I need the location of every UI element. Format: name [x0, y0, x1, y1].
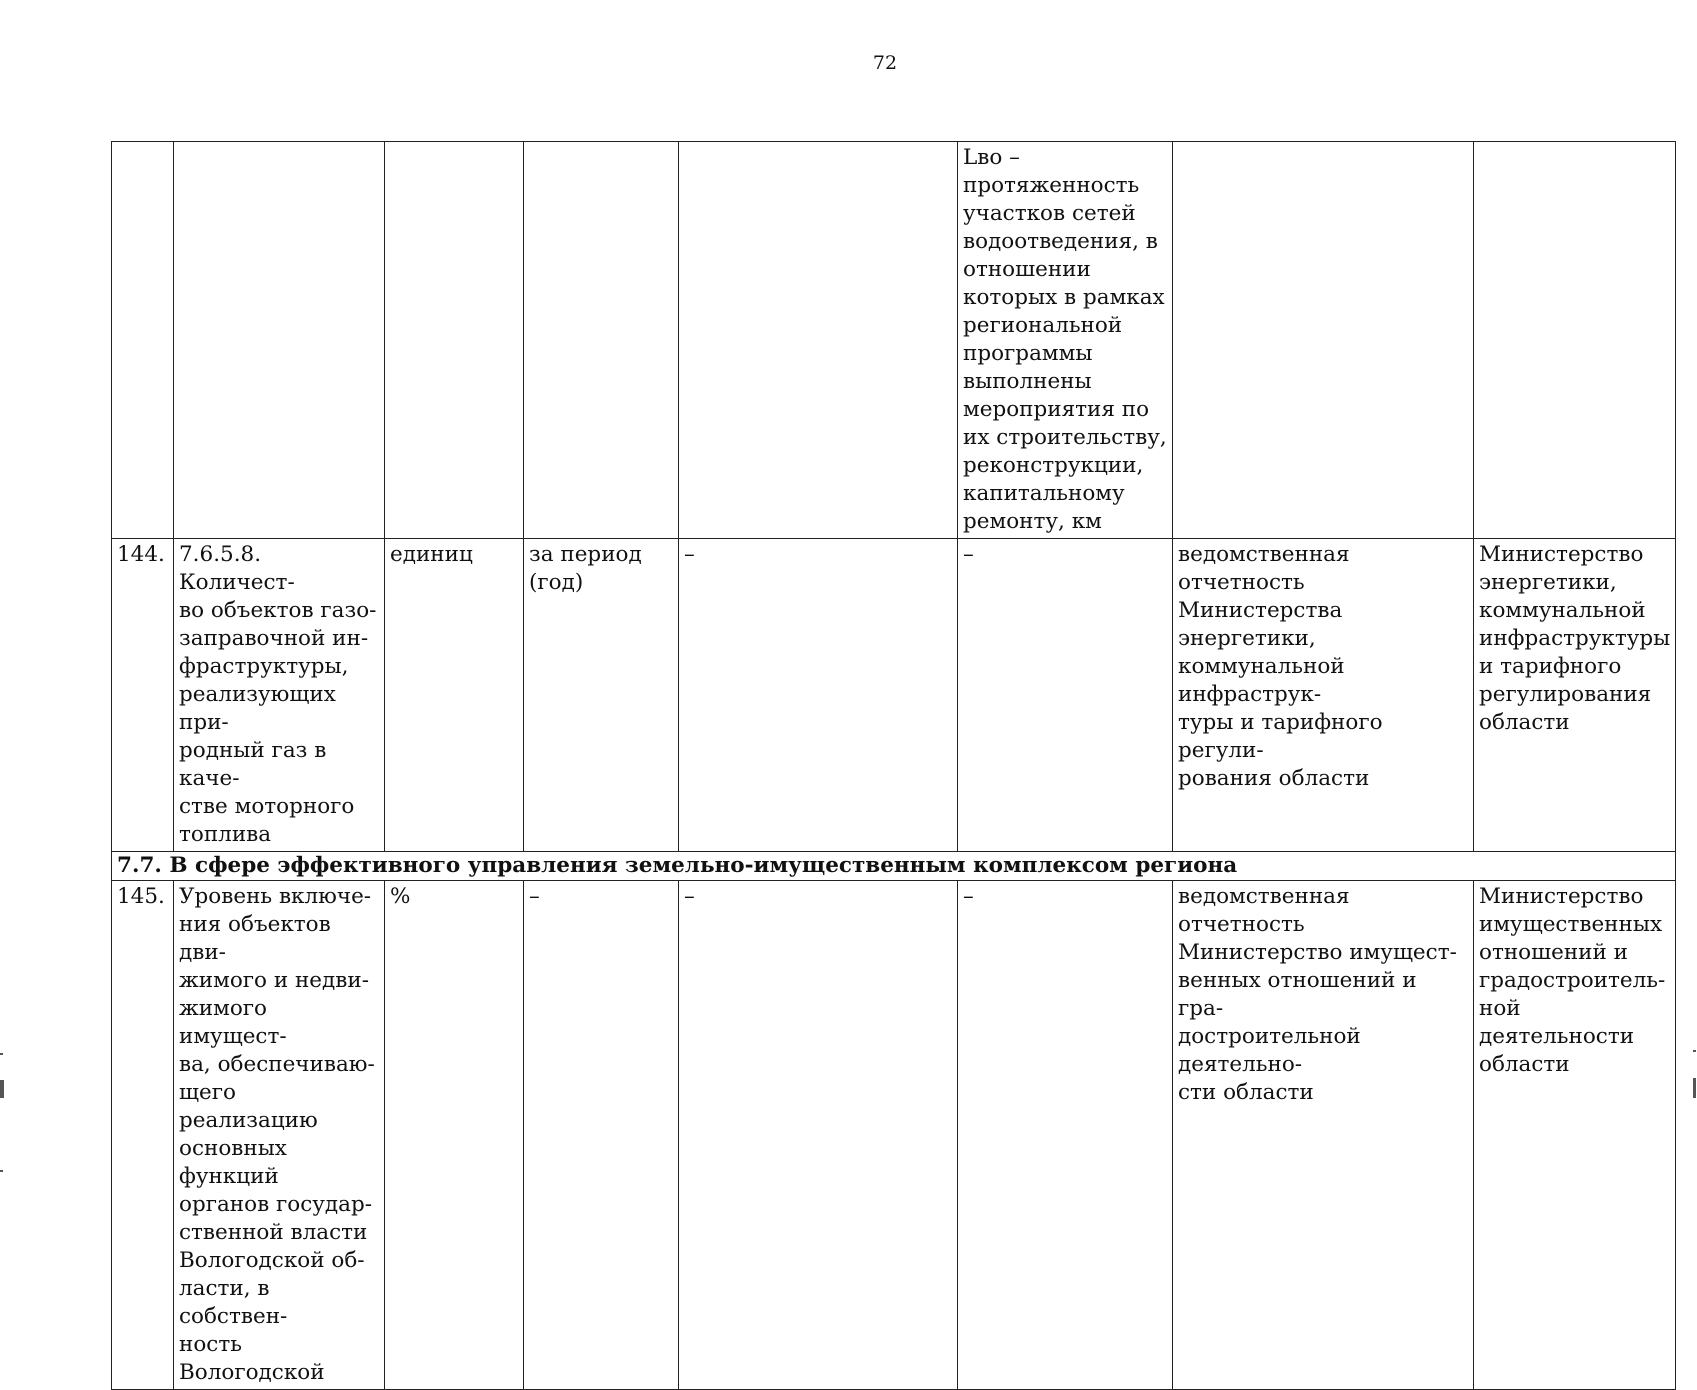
section-row [112, 852, 1676, 881]
cell-source [1173, 142, 1474, 539]
cell-unit [385, 142, 524, 539]
row-number: 144. [112, 539, 174, 852]
scan-edge-mark [1693, 1050, 1696, 1052]
unit: единиц [385, 539, 524, 852]
row-number: 145. [112, 881, 174, 1390]
indicator-name: Уровень включе- ния объектов дви- жимого и недви- жимого имущест- ва, обеспечиваю- щего реализацию основных функций органов государ- ственной власти Вологодской об- ласти, в собствен- ность Вологодской [174, 881, 385, 1390]
table-row-144 [112, 539, 1676, 852]
period: – [524, 881, 679, 1390]
scan-edge-mark [0, 1053, 3, 1055]
cell-responsible [1474, 142, 1676, 539]
data-source: ведомственная отчетность Министерства энергетики, коммунальной инфраструк- туры и тарифного регули- рования области [1173, 539, 1474, 852]
data-source: ведомственная отчетность Министерство имущест- венных отношений и гра- достроительной деятельно- сти области [1173, 881, 1474, 1390]
scan-edge-mark [0, 1080, 4, 1098]
indicator-name: 7.6.5.8. Количест- во объектов газо- заправочной ин- фраструктуры, реализующих при- родный газ в каче- стве моторного топлива [174, 539, 385, 852]
page-number: 72 [872, 52, 898, 74]
period: за период (год) [524, 539, 679, 852]
section-heading: 7.7. В сфере эффективного управления земельно-имущественным комплексом региона [112, 852, 1676, 881]
formula: – [958, 881, 1173, 1390]
scan-edge-mark [1693, 1078, 1696, 1098]
responsible: Министерство имущественных отношений и градостроитель- ной деятельности области [1474, 881, 1676, 1390]
unit: % [385, 881, 524, 1390]
method: – [679, 539, 958, 852]
cell-method [679, 142, 958, 539]
cell-name [174, 142, 385, 539]
responsible: Министерство энергетики, коммунальной инфраструктуры и тарифного регулирования области [1474, 539, 1676, 852]
method: – [679, 881, 958, 1390]
cell-formula-note: Lво – протяженность участков сетей водоотведения, в отношении которых в рамках региональной программы выполнены мероприятия по их строительству, реконструкции, капитальному ремонту, км [958, 142, 1173, 539]
formula: – [958, 539, 1173, 852]
cell-period [524, 142, 679, 539]
scan-edge-mark [0, 1170, 3, 1172]
cell-num [112, 142, 174, 539]
continuation-row [112, 142, 1676, 539]
table-row-145 [112, 881, 1676, 1390]
indicators-table [111, 141, 1676, 1390]
